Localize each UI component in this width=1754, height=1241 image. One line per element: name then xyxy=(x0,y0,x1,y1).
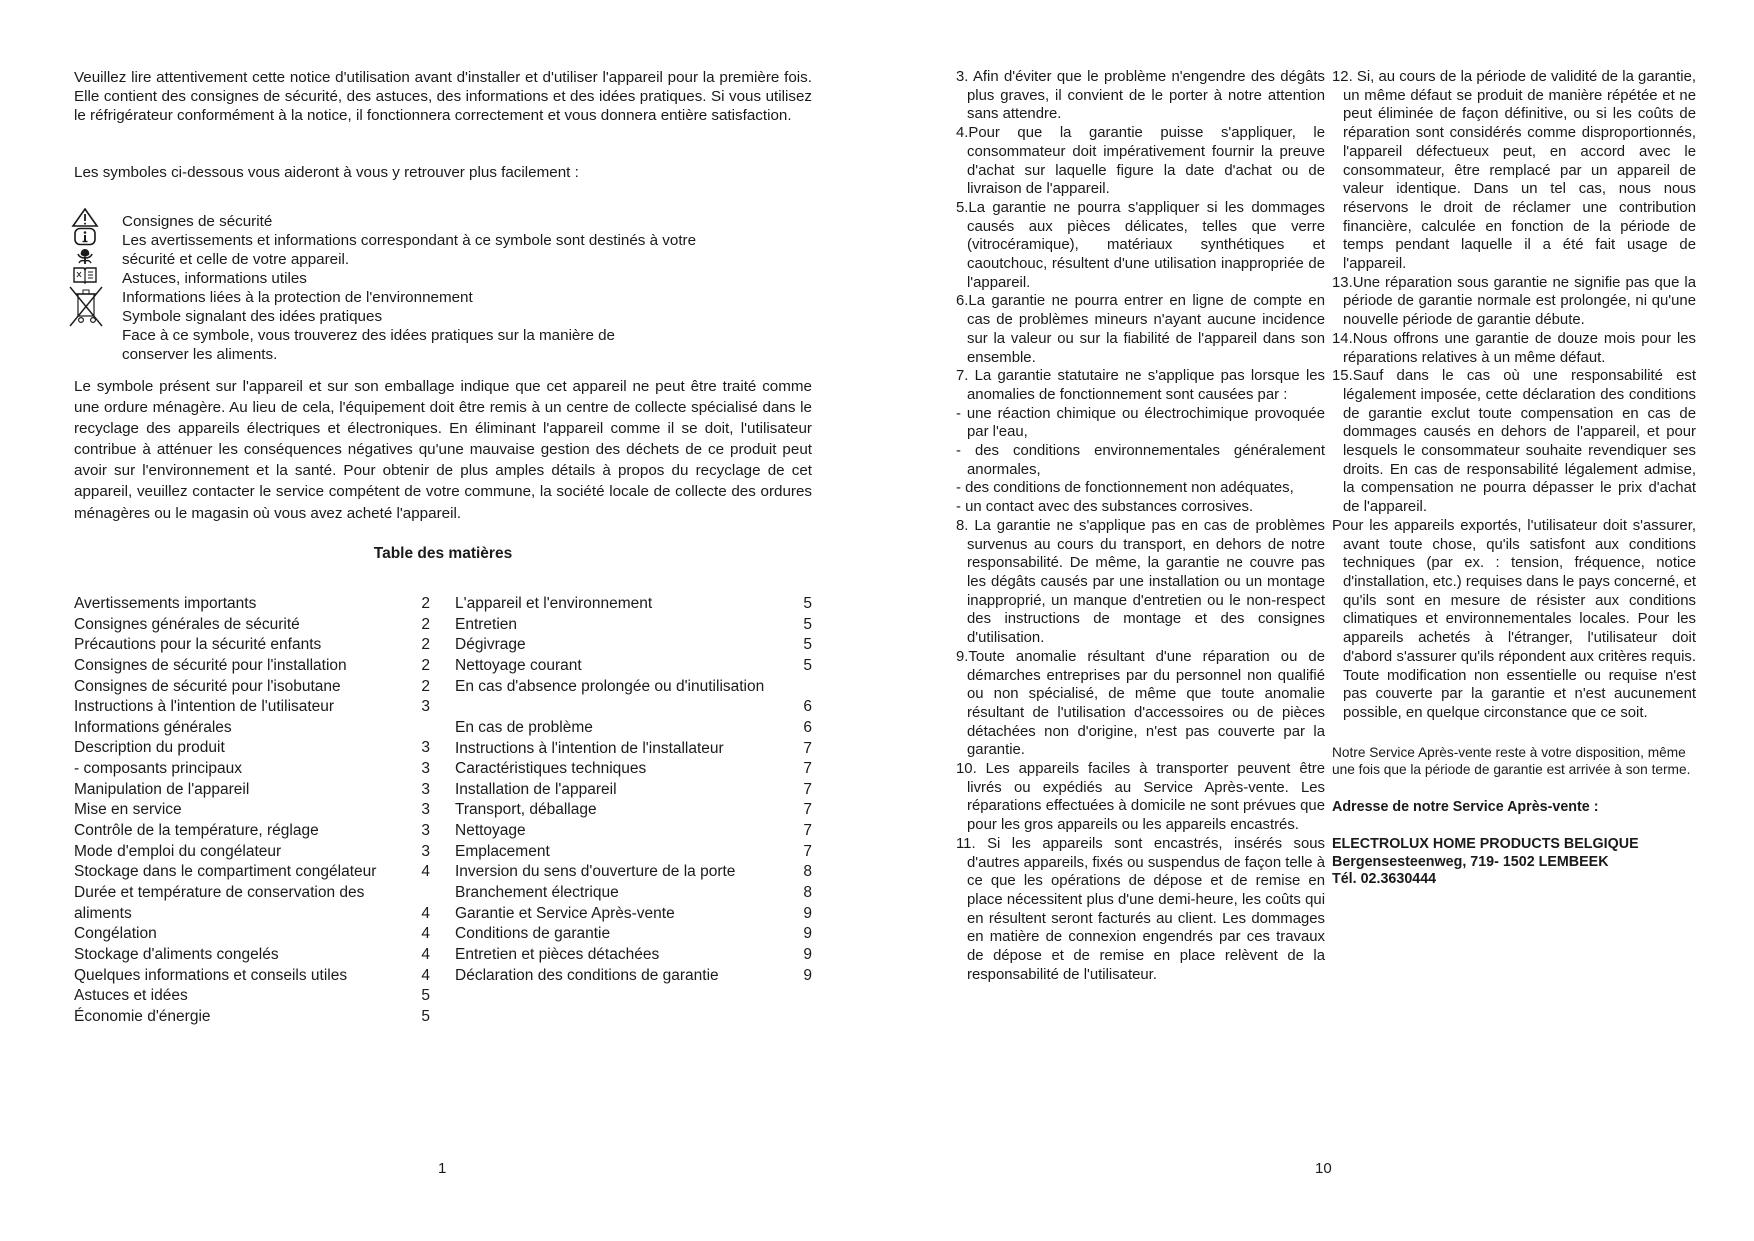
toc-entry-page: 8 xyxy=(803,883,812,901)
symbol-line: Astuces, informations utiles xyxy=(122,270,307,287)
toc-entry-title: Branchement électrique xyxy=(455,883,619,901)
toc-entry xyxy=(455,966,812,987)
service-note: Notre Service Après-vente reste à votre disposition, même une fois que la période de garantie est arrivée à son terme. xyxy=(1332,744,1691,777)
toc-entry-title: Précautions pour la sécurité enfants xyxy=(74,636,322,654)
toc-entry xyxy=(74,945,430,966)
toc-entry xyxy=(455,594,812,615)
toc-entry-page: 7 xyxy=(803,739,812,757)
toc-entry-page: 6 xyxy=(803,718,812,736)
symbol-line: Face à ce symbole, vous trouverez des idées pratiques sur la manière de xyxy=(122,327,616,344)
symbol-line: conserver les aliments. xyxy=(122,346,278,363)
toc-entry xyxy=(455,780,812,801)
toc-entry xyxy=(455,739,812,760)
toc-entry-page: 9 xyxy=(803,945,812,963)
toc-entry xyxy=(455,635,812,656)
toc-entry-title: Transport, déballage xyxy=(455,801,597,819)
toc-entry xyxy=(455,842,812,863)
toc-entry xyxy=(455,677,812,718)
toc-entry-title: Durée et température de conservation des aliments xyxy=(74,883,365,922)
toc-entry xyxy=(74,738,430,759)
toc-entry-title: Stockage d'aliments congelés xyxy=(74,945,279,963)
toc-entry xyxy=(74,615,430,636)
toc-entry xyxy=(74,697,430,718)
warranty-column-1 xyxy=(956,68,1325,984)
toc-entry-title: En cas de problème xyxy=(455,718,593,736)
toc-entry-page: 7 xyxy=(803,760,812,778)
toc-entry xyxy=(74,800,430,821)
toc-entry xyxy=(74,677,430,698)
toc-entry-page: 5 xyxy=(803,636,812,654)
intro-paragraph: Veuillez lire attentivement cette notice d'utilisation avant d'installer et d'utiliser l'appareil pour la première fois. Elle contient des consignes de sécurité, des astuces, des informations et des idées pratiques. Si vous utilisez le réfrigérateur conformément à la notice, il fonctionnera correctement et vous donnera entière satisfaction. xyxy=(74,69,812,124)
toc-entry-title: Conditions de garantie xyxy=(455,925,611,943)
warning-triangle-icon xyxy=(70,208,100,227)
toc-entry-page: 2 xyxy=(421,636,430,654)
toc-entry xyxy=(74,656,430,677)
toc-entry-page: 4 xyxy=(421,945,430,963)
warranty-column-2 xyxy=(1332,68,1696,889)
toc-entry-page: 8 xyxy=(803,863,812,881)
warranty-item-7-dash: - des conditions environnementales généralement anormales, xyxy=(956,443,1325,478)
service-address xyxy=(1332,836,1696,889)
toc-entry xyxy=(455,759,812,780)
toc-entry-title: Entretien et pièces détachées xyxy=(455,945,660,963)
export-paragraph: Pour les appareils exportés, l'utilisateur doit s'assurer, avant toute chose, qu'ils satisfont aux conditions techniques (par ex. : tension, fréquence, notice d'installation, etc.) requises dans le pays concerné, et qu'ils sont en mesure de résister aux conditions climatiques et environnementales locales. Pour les appareils achetés à l'étranger, l'utilisateur doit d'abord s'assurer qu'ils répondent aux critères requis. Toute modification non essentielle ou requise n'est pas couverte par la garantie et n'est aucunement possible, en quelque circonstance que ce soit. xyxy=(1332,517,1696,721)
company-name: ELECTROLUX HOME PRODUCTS BELGIQUE xyxy=(1332,836,1639,853)
toc-entry-page: 4 xyxy=(421,925,430,943)
toc-entry-title: Économie d'énergie xyxy=(74,1007,211,1025)
toc-entry-title: Congélation xyxy=(74,925,157,943)
toc-entry xyxy=(74,635,430,656)
toc-entry-page: 3 xyxy=(421,760,430,778)
warranty-item-7: 7. La garantie statutaire ne s'applique pas lorsque les anomalies de fonctionnement sont causées par : xyxy=(956,368,1325,403)
toc-entry-page: 3 xyxy=(421,822,430,840)
toc-entry-title: Mise en service xyxy=(74,801,182,819)
toc-entry-page: 4 xyxy=(421,863,430,881)
toc-entry-title: Consignes générales de sécurité xyxy=(74,615,300,633)
toc-entry-title: Informations générales xyxy=(74,718,232,736)
warranty-item-9: 9.Toute anomalie résultant d'une réparation ou de démarches entreprises par du personnel non qualifié ou non spécialisé, de même que toute anomalie résultant de l'utilisation d'accessoires ou de pièces détachées non d'origine, n'est pas couverte par la garantie. xyxy=(956,648,1325,759)
page-number-left: 1 xyxy=(438,1160,447,1177)
toc-entry-page: 5 xyxy=(803,656,812,674)
toc-entry-page: 2 xyxy=(421,677,430,695)
toc-entry xyxy=(74,862,430,883)
warranty-item-6: 6.La garantie ne pourra entrer en ligne de compte en cas de problèmes mineurs n'ayant aucune incidence sur la valeur ou sur la fiabilité de l'appareil dans son ensemble. xyxy=(956,293,1325,366)
toc-entry-page: 2 xyxy=(421,595,430,612)
toc-entry xyxy=(74,718,430,739)
toc-entry-page: 9 xyxy=(803,925,812,943)
warranty-item-8: 8. La garantie ne s'applique pas en cas de problèmes survenus au cours du transport, en dehors de notre responsabilité. De même, la garantie ne couvre pas les dégâts causés par une installation ou un montage inapproprié, un manque d'entretien ou le non-respect des instructions de montage et des consignes d'utilisation. xyxy=(956,517,1325,647)
toc-entry-page: 5 xyxy=(421,1007,430,1025)
symbol-line: Informations liées à la protection de l'environnement xyxy=(122,289,473,306)
symbol-line: Symbole signalant des idées pratiques xyxy=(122,308,383,325)
toc-column-2 xyxy=(455,594,812,986)
toc-entry-title: Manipulation de l'appareil xyxy=(74,780,250,798)
toc-entry xyxy=(455,862,812,883)
toc-entry xyxy=(455,904,812,925)
warranty-item-13: 13.Une réparation sous garantie ne signifie pas que la période de garantie normale est prolongée, ni qu'une nouvelle période de garantie débute. xyxy=(1332,274,1696,329)
toc-entry-title: Astuces et idées xyxy=(74,987,188,1005)
toc-entry xyxy=(455,821,812,842)
toc-entry xyxy=(74,821,430,842)
toc-entry-page: 4 xyxy=(421,966,430,984)
toc-entry-page: 7 xyxy=(803,822,812,840)
toc-entry xyxy=(455,615,812,636)
toc-entry-page: 7 xyxy=(803,842,812,860)
toc-entry-page: 3 xyxy=(421,801,430,819)
toc-entry-title: Consignes de sécurité pour l'isobutane xyxy=(74,677,341,695)
symbol-icons xyxy=(70,208,102,330)
toc-entry-title: Mode d'emploi du congélateur xyxy=(74,842,282,860)
toc-entry-title: L'appareil et l'environnement xyxy=(455,595,653,612)
toc-entry xyxy=(74,842,430,863)
toc-entry-title: Garantie et Service Après-vente xyxy=(455,904,675,922)
toc-entry xyxy=(455,656,812,677)
toc-entry-page: 5 xyxy=(803,595,812,612)
toc-entry-page: 5 xyxy=(421,987,430,1005)
toc-entry-page: 9 xyxy=(803,966,812,984)
toc-entry xyxy=(74,924,430,945)
crossed-bin-icon xyxy=(66,284,106,330)
toc-entry-title: Emplacement xyxy=(455,842,550,860)
toc-entry-title: Nettoyage xyxy=(455,822,526,840)
toc-entry xyxy=(74,883,430,924)
warranty-item-7-dash: - des conditions de fonctionnement non adéquates, xyxy=(956,480,1294,497)
toc-entry-page: 3 xyxy=(421,698,430,716)
flower-tips-icon xyxy=(70,246,100,265)
warranty-item-12: 12. Si, au cours de la période de validité de la garantie, un même défaut se produit de manière répétée et ne peut éliminée de façon définitive, ou si les coûts de réparation sont considérés comme disproportionnés, l'appareil défectueux peut, en accord avec le consommateur, être remplacé par un appareil de valeur identique. Dans un tel cas, nous nous réservons le droit de réclamer une contribution financière, calculée en fonction de la période de temps pendant laquelle il a été fait usage de l'appareil. xyxy=(1332,69,1696,273)
phone-number: Tél. 02.3630444 xyxy=(1332,871,1437,888)
toc-entry xyxy=(455,718,812,739)
toc-entry xyxy=(74,966,430,987)
toc-entry-page: 2 xyxy=(421,615,430,633)
toc-entry xyxy=(74,780,430,801)
weee-paragraph: Le symbole présent sur l'appareil et sur son emballage indique que cet appareil ne peut être traité comme une ordure ménagère. Au lieu de cela, l'équipement doit être remis à un centre de collecte spécialisé dans le recyclage des appareils électriques et électroniques. En éliminant l'appareil comme il se doit, l'utilisateur contribue à atténuer les conséquences négatives qu'une mauvaise gestion des déchets de ce produit peut avoir sur l'environnement et la santé. Pour obtenir de plus amples détails à propos du recyclage de cet appareil, veuillez contacter le service compétent de votre commune, la société locale de collecte des ordures ménagères ou le magasin où vous avez acheté l'appareil. xyxy=(74,378,812,522)
toc-column-1 xyxy=(74,594,430,1027)
toc-entry xyxy=(74,1007,430,1028)
toc-entry xyxy=(455,883,812,904)
toc-entry-page: 3 xyxy=(421,739,430,757)
toc-entry-page: 3 xyxy=(421,780,430,798)
address-heading: Adresse de notre Service Après-vente : xyxy=(1332,798,1599,815)
toc-entry-title: - composants principaux xyxy=(74,760,242,778)
symbol-line: Consignes de sécurité xyxy=(122,213,273,230)
toc-entry xyxy=(74,759,430,780)
symbol-line: Les avertissements et informations correspondant à ce symbole sont destinés à votre xyxy=(122,232,697,249)
warranty-item-3: 3. Afin d'éviter que le problème n'engendre des dégâts plus graves, il convient de le porter à notre attention sans attendre. xyxy=(956,69,1325,123)
warranty-item-4: 4.Pour que la garantie puisse s'appliquer, le consommateur doit impérativement fournir la preuve d'achat sur laquelle figure la date d'achat ou de livraison de l'appareil. xyxy=(956,125,1325,198)
toc-entry-page: 6 xyxy=(803,698,812,716)
page-number-right: 10 xyxy=(1315,1160,1332,1177)
symbol-line: sécurité et celle de votre appareil. xyxy=(122,251,350,268)
toc-entry-title: En cas d'absence prolongée ou d'inutilisation xyxy=(455,677,765,695)
toc-entry-page: 3 xyxy=(421,842,430,860)
warranty-item-15: 15.Sauf dans le cas où une responsabilité est légalement imposée, cette déclaration des conditions de garantie exclut toute compensation en cas de dommages causés en dehors de l'appareil, et pour lesquels le consommateur souhaite revendiquer ses droits. En cas de responsabilité légalement admise, la compensation ne pourra dépasser le prix d'achat de l'appareil. xyxy=(1332,368,1696,516)
toc-entry-title: Avertissements importants xyxy=(74,595,257,612)
warranty-item-7-dash: - une réaction chimique ou électrochimique provoquée par l'eau, xyxy=(956,405,1325,441)
toc-entry-title: Nettoyage courant xyxy=(455,656,582,674)
info-i-icon xyxy=(70,227,100,246)
symbols-lead: Les symboles ci-dessous vous aideront à vous y retrouver plus facilement : xyxy=(74,164,579,181)
toc-entry-title: Inversion du sens d'ouverture de la porte xyxy=(455,863,736,881)
right-page xyxy=(877,0,1754,1241)
toc-entry-page: 5 xyxy=(803,615,812,633)
toc-entry-title: Instructions à l'intention de l'installateur xyxy=(455,739,724,757)
toc-entry xyxy=(455,924,812,945)
toc-entry xyxy=(455,945,812,966)
toc-entry-title: Déclaration des conditions de garantie xyxy=(455,966,719,984)
warranty-item-14: 14.Nous offrons une garantie de douze mois pour les réparations relatives à un même défaut. xyxy=(1332,330,1696,366)
toc-entry-title: Caractéristiques techniques xyxy=(455,760,647,778)
toc-entry-page: 9 xyxy=(803,904,812,922)
toc-title: Table des matières xyxy=(373,545,513,562)
book-environment-icon xyxy=(70,265,100,284)
toc-entry-title: Instructions à l'intention de l'utilisateur xyxy=(74,698,335,716)
toc-entry xyxy=(74,986,430,1007)
toc-entry-title: Installation de l'appareil xyxy=(455,780,617,798)
toc-entry-title: Stockage dans le compartiment congélateur xyxy=(74,863,377,881)
toc-entry-page: 7 xyxy=(803,780,812,798)
toc-entry xyxy=(455,800,812,821)
warranty-item-11: 11. Si les appareils sont encastrés, insérés sous d'autres appareils, fixés ou suspendus de façon telle à ce que les opérations de dépose et de remise en place nécessitent plus d'une demi-heure, les coûts qui en résultent seront facturés au client. Les dommages en matière de connexion engendrés par ces travaux de dépose et de remise en place relèvent de la responsabilité de l'utilisateur. xyxy=(956,835,1325,983)
warranty-item-7-dash: - un contact avec des substances corrosives. xyxy=(956,499,1254,516)
toc-entry-page: 4 xyxy=(421,904,430,922)
toc-entry-title: Dégivrage xyxy=(455,636,526,654)
symbol-descriptions xyxy=(122,212,772,364)
toc-entry-title: Contrôle de la température, réglage xyxy=(74,822,319,840)
warranty-item-10: 10. Les appareils faciles à transporter peuvent être livrés ou expédiés au Service Après-vente. Les réparations effectuées à domicile ne sont prévues que pour les gros appareils ou les appareils encastrés. xyxy=(956,761,1325,834)
toc-entry-page: 7 xyxy=(803,801,812,819)
toc-entry xyxy=(74,594,430,615)
toc-entry-title: Entretien xyxy=(455,615,518,633)
toc-entry-title: Consignes de sécurité pour l'installation xyxy=(74,656,347,674)
toc-entry-title: Description du produit xyxy=(74,739,225,757)
warranty-item-5: 5.La garantie ne pourra s'appliquer si les dommages causés aux pièces délicates, telles que verre (vitrocéramique), matériaux synthétiques et caoutchouc, résultent d'une utilisation inappropriée de l'appareil. xyxy=(956,199,1325,291)
toc-entry-title: Quelques informations et conseils utiles xyxy=(74,966,348,984)
street-address: Bergensesteenweg, 719- 1502 LEMBEEK xyxy=(1332,853,1609,870)
toc-entry-page: 2 xyxy=(421,656,430,674)
